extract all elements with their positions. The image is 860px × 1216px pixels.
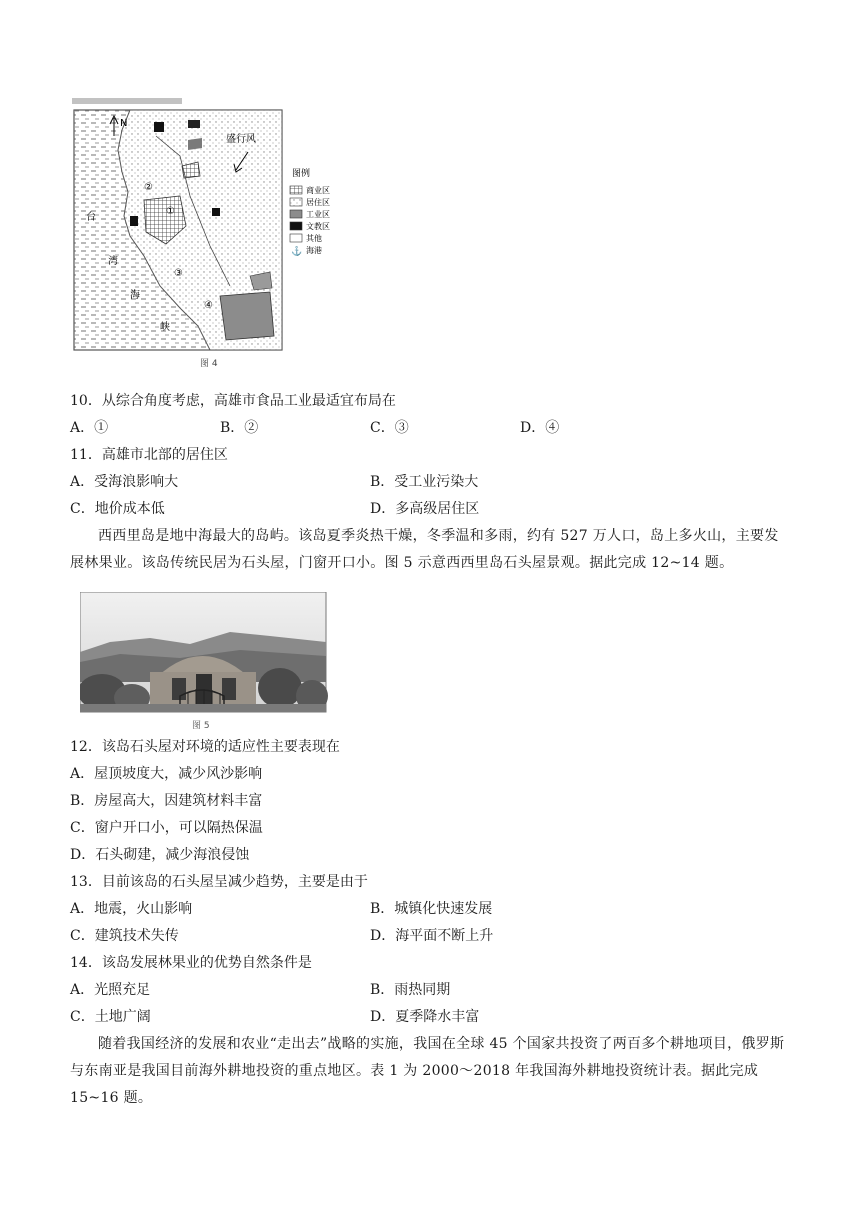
stone-house-photo: [80, 592, 328, 732]
legend-label-commercial: 商业区: [306, 186, 330, 195]
anchor-icon: ⚓: [291, 247, 303, 257]
q13-option-a: A．地震，火山影响: [70, 901, 193, 917]
q13-option-c: C．建筑技术失传: [70, 928, 179, 944]
q10-option-d: D．④: [520, 420, 560, 436]
q12-option-a: A．屋顶坡度大，减少风沙影响: [70, 766, 263, 782]
legend-label-industrial: 工业区: [306, 210, 330, 219]
q10-option-a: A．①: [70, 420, 109, 436]
question-12-stem: 12．该岛石头屋对环境的适应性主要表现在: [70, 739, 340, 755]
passage-farmland-investment: 随着我国经济的发展和农业“走出去”战略的实施，我国在全球 45 个国家共投资了两百多个耕地项目，俄罗斯与东南亚是我国目前海外耕地投资的重点地区。表 1 为 2000～2018 年我国海外耕地投资统计表。据此完成 15~16 题。: [70, 1036, 785, 1106]
question-10-stem: 10．从综合角度考虑，高雄市食品工业最适宜布局在: [70, 393, 396, 409]
passage-sicily: 西西里岛是地中海最大的岛屿。该岛夏季炎热干燥，冬季温和多雨，约有 527 万人口，岛上多火山，主要发展林果业。该岛传统民居为石头屋，门窗开口小。图 5 示意西西里岛石头屋景观。据此完成 12~14 题。: [70, 528, 779, 571]
strait-char-4: 峡: [160, 322, 170, 333]
q14-option-d: D．夏季降水丰富: [370, 1009, 480, 1025]
legend: [290, 185, 330, 257]
question-13-stem: 13．目前该岛的石头屋呈减少趋势，主要是由于: [70, 874, 368, 890]
figure-4-caption: 图 4: [200, 359, 218, 369]
marker-2: ②: [144, 182, 153, 193]
legend-label-education: 文教区: [306, 222, 330, 231]
q14-option-b: B．雨热同期: [370, 982, 451, 998]
marker-3: ③: [174, 268, 183, 279]
q12-option-b: B．房屋高大，因建筑材料丰富: [70, 793, 263, 809]
question-11-stem: 11．高雄市北部的居住区: [70, 447, 228, 463]
q12-option-c: C．窗户开口小，可以隔热保温: [70, 820, 263, 836]
q10-option-c: C．③: [370, 420, 409, 436]
q14-option-c: C．土地广阔: [70, 1009, 151, 1025]
map-graphic: [70, 96, 370, 371]
q11-option-d: D．多高级居住区: [370, 501, 480, 517]
strait-char-1: 台: [86, 212, 96, 223]
marker-4: ④: [204, 300, 213, 311]
legend-label-residential: 居住区: [306, 198, 330, 207]
figure-5-photo: [80, 592, 328, 732]
legend-title: 图例: [292, 169, 311, 179]
figure-5-caption: 图 5: [192, 721, 210, 731]
q11-option-b: B．受工业污染大: [370, 474, 479, 490]
legend-label-other: 其他: [306, 234, 322, 243]
q13-option-b: B．城镇化快速发展: [370, 901, 493, 917]
q10-option-b: B．②: [220, 420, 259, 436]
strait-char-2: 湾: [108, 256, 118, 267]
marker-1: ①: [166, 206, 175, 217]
q11-option-a: A．受海浪影响大: [70, 474, 179, 490]
legend-label-port: 海港: [306, 246, 322, 255]
wind-label: 盛行风: [226, 134, 256, 145]
north-label: N: [120, 118, 128, 129]
question-14-stem: 14．该岛发展林果业的优势自然条件是: [70, 955, 312, 971]
q12-option-d: D．石头砌建，减少海浪侵蚀: [70, 847, 250, 863]
q14-option-a: A．光照充足: [70, 982, 151, 998]
q11-option-c: C．地价成本低: [70, 501, 165, 517]
figure-4-map: [70, 96, 370, 371]
strait-char-3: 海: [130, 290, 140, 301]
q13-option-d: D．海平面不断上升: [370, 928, 494, 944]
